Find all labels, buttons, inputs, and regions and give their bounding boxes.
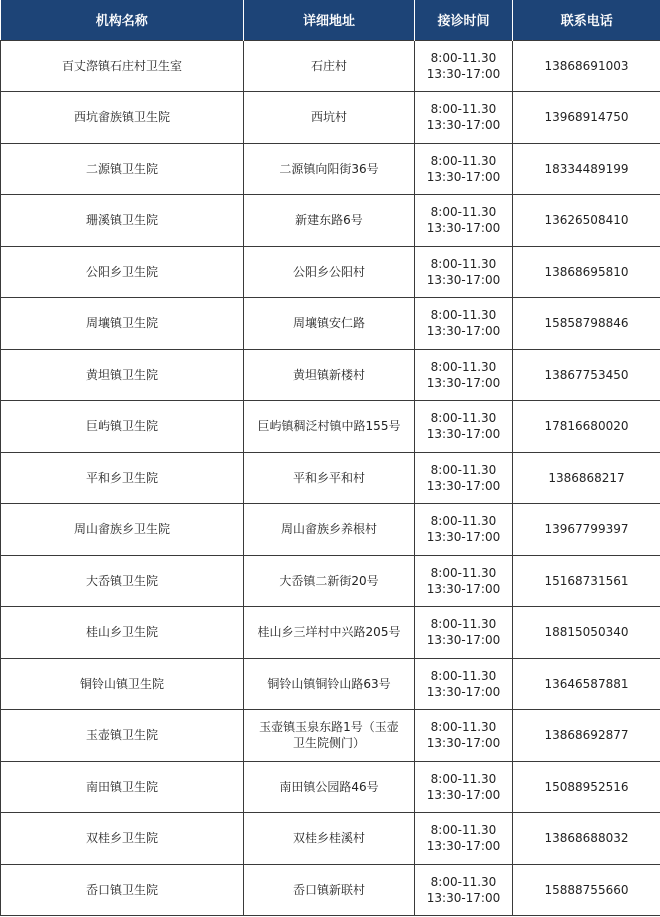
table-row [1, 555, 660, 607]
cell-phone: 13867753450 [513, 349, 660, 401]
hours-afternoon: 13:30-17:00 [426, 272, 501, 287]
cell-hours [415, 92, 513, 144]
cell-hours [415, 761, 513, 813]
hours-morning: 8:00-11.30 [430, 874, 497, 889]
cell-name: 黄坦镇卫生院 [1, 349, 244, 401]
cell-phone: 18815050340 [513, 607, 660, 659]
cell-phone: 13868692877 [513, 710, 660, 762]
header-name: 机构名称 [1, 0, 244, 40]
cell-address: 双桂乡桂溪村 [244, 813, 415, 865]
hours-afternoon: 13:30-17:00 [426, 118, 501, 133]
table-row [1, 195, 660, 247]
cell-hours [415, 195, 513, 247]
cell-phone: 15168731561 [513, 555, 660, 607]
cell-address: 石庄村 [244, 40, 415, 92]
cell-name: 珊溪镇卫生院 [1, 195, 244, 247]
cell-name: 南田镇卫生院 [1, 761, 244, 813]
cell-name: 岙口镇卫生院 [1, 864, 244, 916]
cell-address: 二源镇向阳街36号 [244, 143, 415, 195]
table-row [1, 298, 660, 350]
table-row [1, 452, 660, 504]
header-address: 详细地址 [244, 0, 415, 40]
cell-hours [415, 401, 513, 453]
hours-morning: 8:00-11.30 [430, 771, 497, 786]
cell-phone: 13868691003 [513, 40, 660, 92]
table-row [1, 143, 660, 195]
hours-morning: 8:00-11.30 [430, 668, 497, 683]
header-hours: 接诊时间 [415, 0, 513, 40]
cell-phone: 13868688032 [513, 813, 660, 865]
cell-name: 双桂乡卫生院 [1, 813, 244, 865]
table-row [1, 864, 660, 916]
hours-afternoon: 13:30-17:00 [426, 66, 501, 81]
hours-afternoon: 13:30-17:00 [426, 530, 501, 545]
hours-afternoon: 13:30-17:00 [426, 221, 501, 236]
hours-morning: 8:00-11.30 [430, 823, 497, 838]
hours-afternoon: 13:30-17:00 [426, 890, 501, 905]
hours-morning: 8:00-11.30 [430, 153, 497, 168]
cell-hours [415, 143, 513, 195]
cell-name: 平和乡卫生院 [1, 452, 244, 504]
cell-address: 岙口镇新联村 [244, 864, 415, 916]
table-row [1, 761, 660, 813]
hours-morning: 8:00-11.30 [430, 462, 497, 477]
cell-hours [415, 658, 513, 710]
table-header [1, 0, 660, 40]
cell-hours [415, 607, 513, 659]
hours-afternoon: 13:30-17:00 [426, 787, 501, 802]
cell-hours [415, 40, 513, 92]
cell-address: 西坑村 [244, 92, 415, 144]
hours-afternoon: 13:30-17:00 [426, 427, 501, 442]
hours-afternoon: 13:30-17:00 [426, 633, 501, 648]
hours-afternoon: 13:30-17:00 [426, 375, 501, 390]
cell-name: 周山畲族乡卫生院 [1, 504, 244, 556]
cell-address: 巨屿镇稠泛村镇中路155号 [244, 401, 415, 453]
cell-address: 周壤镇安仁路 [244, 298, 415, 350]
table-row [1, 710, 660, 762]
hours-morning: 8:00-11.30 [430, 50, 497, 65]
cell-address: 公阳乡公阳村 [244, 246, 415, 298]
cell-hours [415, 555, 513, 607]
cell-phone: 15888755660 [513, 864, 660, 916]
table-row [1, 401, 660, 453]
table-row [1, 40, 660, 92]
hours-morning: 8:00-11.30 [430, 359, 497, 374]
hours-morning: 8:00-11.30 [430, 308, 497, 323]
table-row [1, 658, 660, 710]
hours-afternoon: 13:30-17:00 [426, 581, 501, 596]
cell-name: 铜铃山镇卫生院 [1, 658, 244, 710]
cell-hours [415, 246, 513, 298]
hours-morning: 8:00-11.30 [430, 565, 497, 580]
cell-address: 南田镇公园路46号 [244, 761, 415, 813]
cell-hours [415, 504, 513, 556]
cell-phone: 13967799397 [513, 504, 660, 556]
cell-address: 铜铃山镇铜铃山路63号 [244, 658, 415, 710]
cell-address: 黄坦镇新楼村 [244, 349, 415, 401]
cell-name: 巨屿镇卫生院 [1, 401, 244, 453]
cell-name: 桂山乡卫生院 [1, 607, 244, 659]
cell-phone: 15858798846 [513, 298, 660, 350]
table-row [1, 349, 660, 401]
cell-hours [415, 349, 513, 401]
cell-name: 西坑畲族镇卫生院 [1, 92, 244, 144]
cell-hours [415, 864, 513, 916]
hours-morning: 8:00-11.30 [430, 411, 497, 426]
hours-afternoon: 13:30-17:00 [426, 684, 501, 699]
cell-address: 桂山乡三垟村中兴路205号 [244, 607, 415, 659]
cell-hours [415, 452, 513, 504]
cell-address: 玉壶镇玉泉东路1号（玉壶卫生院侧门） [244, 710, 415, 762]
cell-name: 玉壶镇卫生院 [1, 710, 244, 762]
hours-morning: 8:00-11.30 [430, 205, 497, 220]
cell-hours [415, 298, 513, 350]
hours-afternoon: 13:30-17:00 [426, 324, 501, 339]
cell-name: 周壤镇卫生院 [1, 298, 244, 350]
cell-address: 周山畲族乡养根村 [244, 504, 415, 556]
cell-phone: 1386868217 [513, 452, 660, 504]
cell-phone: 13626508410 [513, 195, 660, 247]
cell-address: 平和乡平和村 [244, 452, 415, 504]
cell-phone: 15088952516 [513, 761, 660, 813]
cell-address: 新建东路6号 [244, 195, 415, 247]
hours-afternoon: 13:30-17:00 [426, 478, 501, 493]
cell-hours [415, 813, 513, 865]
table-row [1, 92, 660, 144]
table-row [1, 504, 660, 556]
hours-afternoon: 13:30-17:00 [426, 736, 501, 751]
cell-phone: 18334489199 [513, 143, 660, 195]
cell-name: 公阳乡卫生院 [1, 246, 244, 298]
cell-phone: 13646587881 [513, 658, 660, 710]
cell-phone: 13968914750 [513, 92, 660, 144]
hours-afternoon: 13:30-17:00 [426, 839, 501, 854]
cell-name: 百丈漈镇石庄村卫生室 [1, 40, 244, 92]
hours-morning: 8:00-11.30 [430, 720, 497, 735]
cell-name: 大岙镇卫生院 [1, 555, 244, 607]
hours-morning: 8:00-11.30 [430, 617, 497, 632]
header-row [1, 0, 660, 40]
cell-phone: 17816680020 [513, 401, 660, 453]
table-body [1, 40, 660, 916]
header-phone: 联系电话 [513, 0, 660, 40]
table-row [1, 607, 660, 659]
table-row [1, 813, 660, 865]
table-row [1, 246, 660, 298]
cell-address: 大岙镇二新街20号 [244, 555, 415, 607]
hours-morning: 8:00-11.30 [430, 102, 497, 117]
cell-hours [415, 710, 513, 762]
hours-afternoon: 13:30-17:00 [426, 169, 501, 184]
hours-morning: 8:00-11.30 [430, 514, 497, 529]
cell-phone: 13868695810 [513, 246, 660, 298]
hours-morning: 8:00-11.30 [430, 256, 497, 271]
cell-name: 二源镇卫生院 [1, 143, 244, 195]
